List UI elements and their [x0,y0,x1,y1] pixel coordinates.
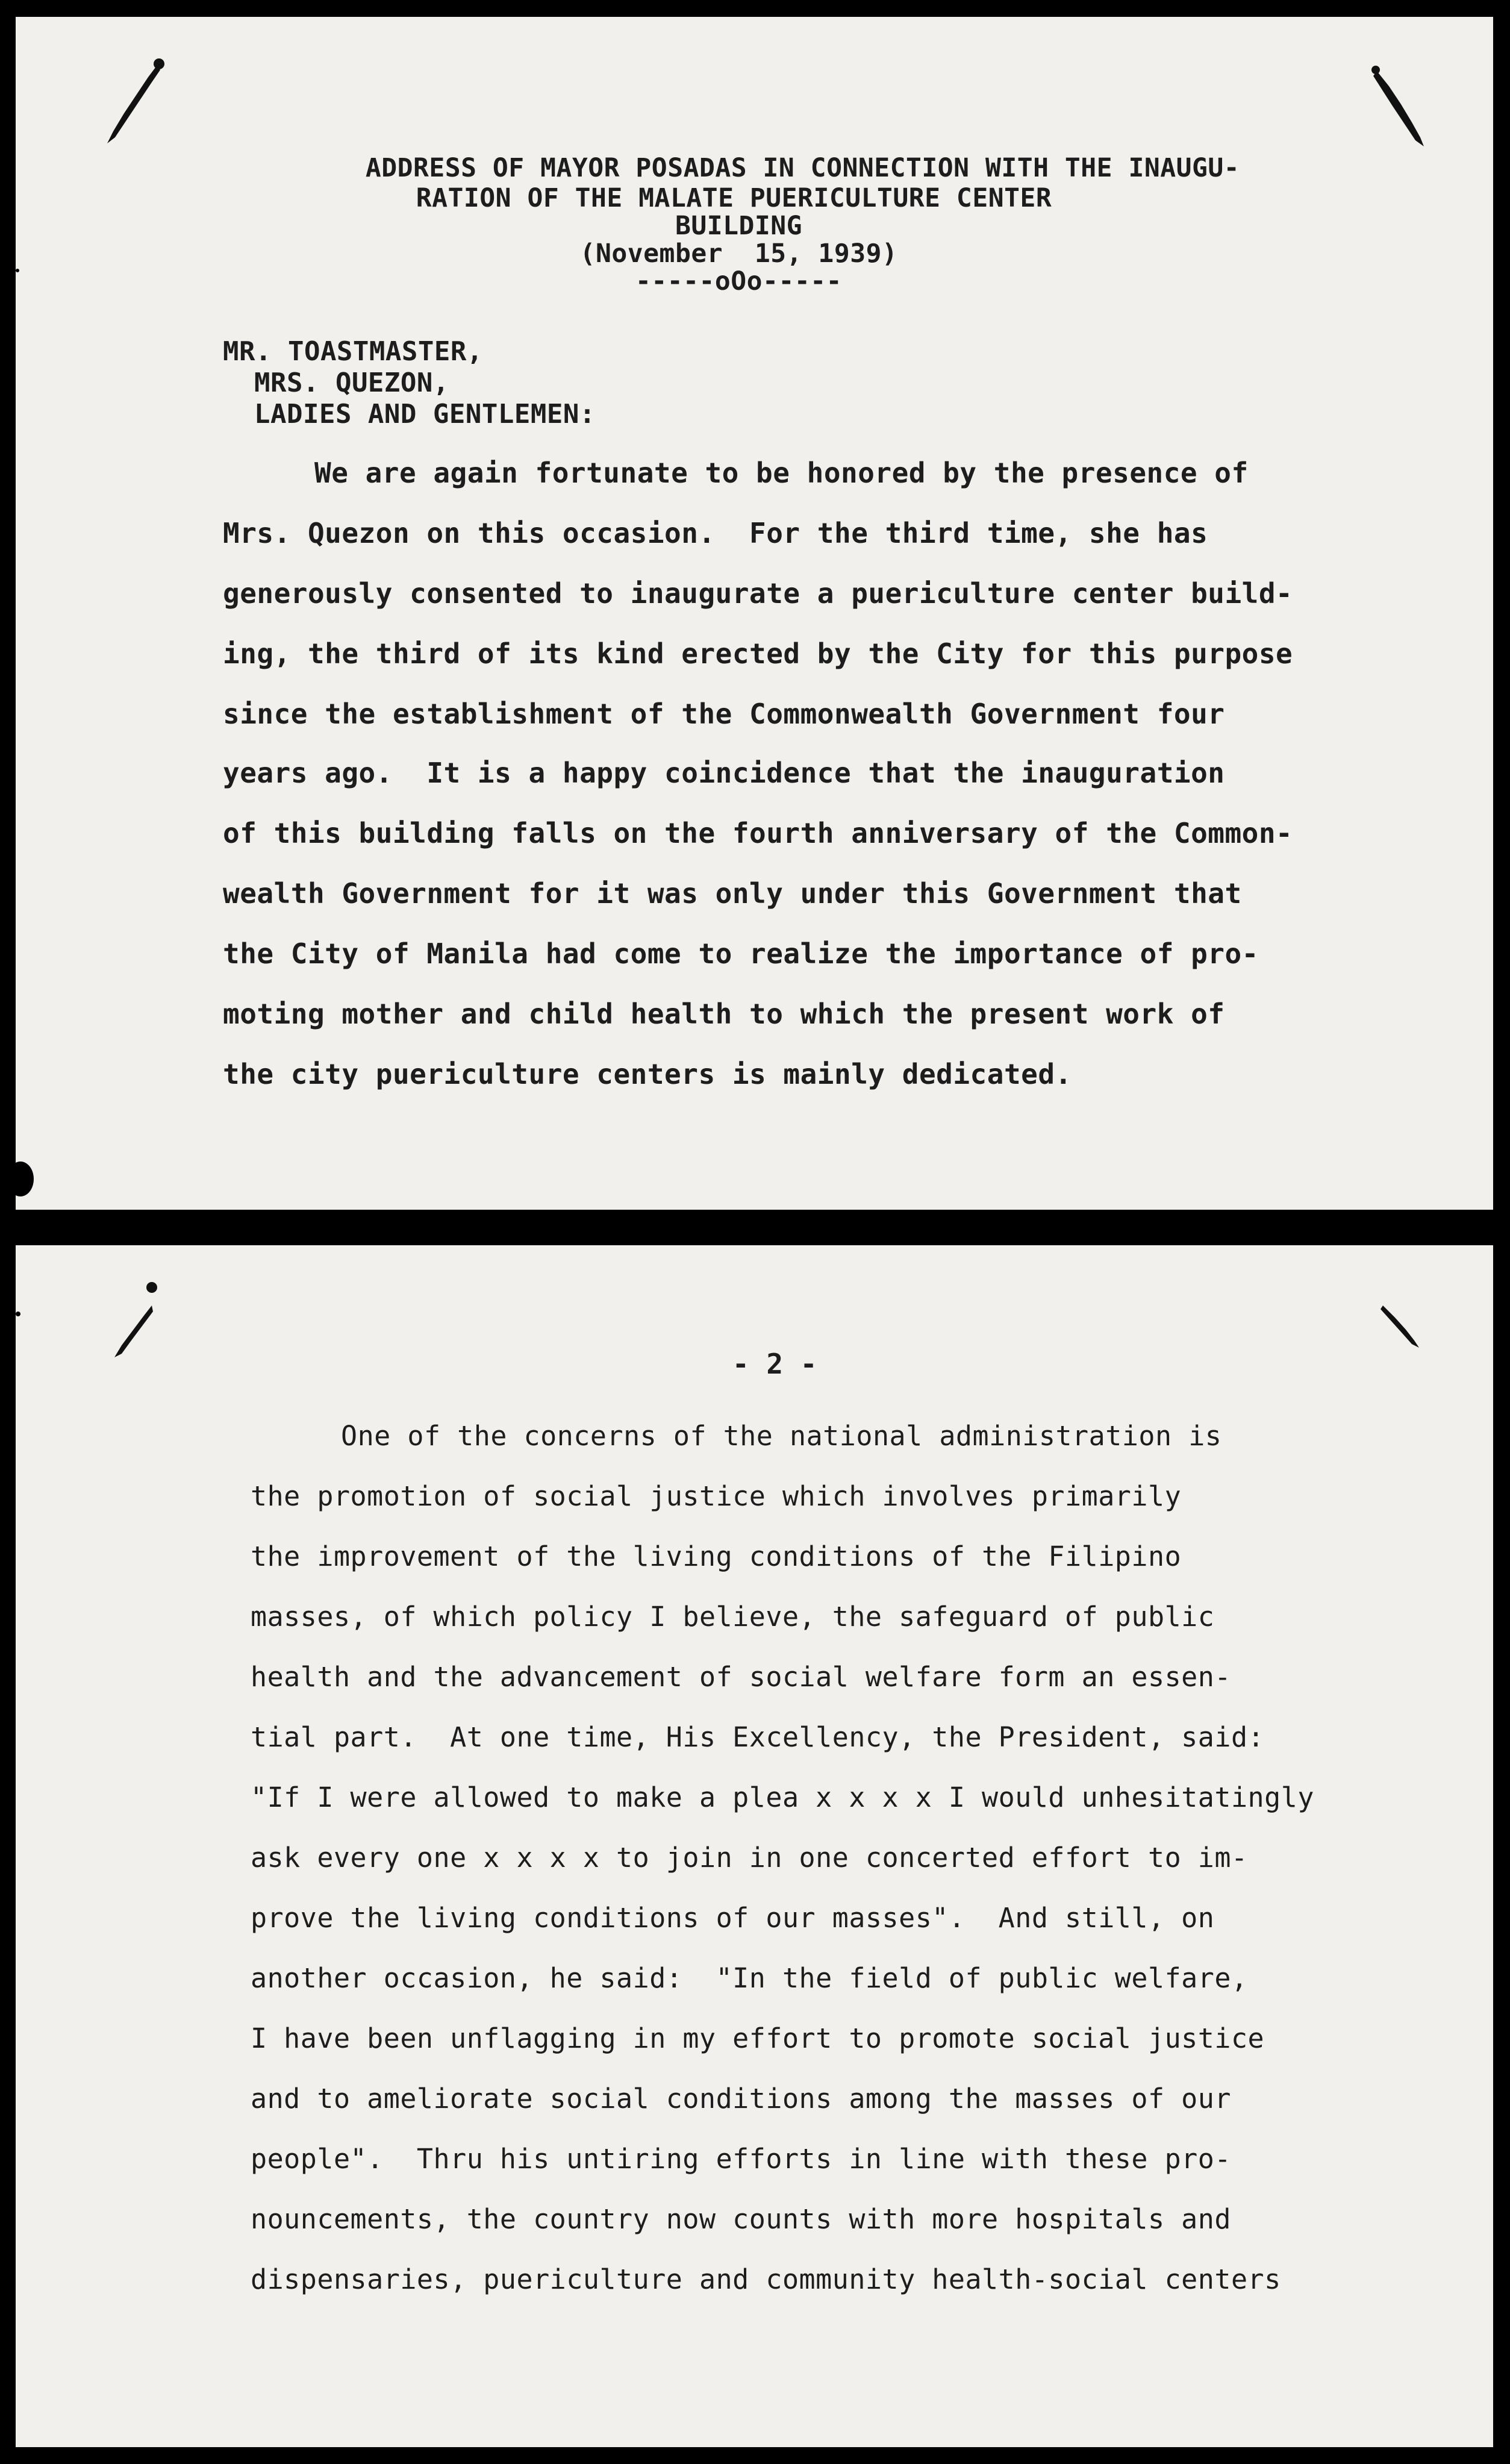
paragraph-line: I have been unflagging in my effort to promote social justice [251,2022,1265,2054]
paragraph-line: ask every one x x x x to join in one concerted effort to im- [251,1842,1248,1874]
document-title-line-1: ADDRESS OF MAYOR POSADAS IN CONNECTION WITH THE INAUGU- [365,153,1240,183]
document-date: (November 15, 1939) [579,239,898,269]
paragraph-line: people". Thru his untiring efforts in line with these pro- [251,2143,1231,2175]
paragraph-line: of this building falls on the fourth anniversary of the Common- [223,817,1293,849]
salutation-line-1: MR. TOASTMASTER, [223,336,483,367]
paragraph-line: the improvement of the living conditions of the Filipino [251,1540,1182,1572]
paragraph-line: moting mother and child health to which the present work of [223,998,1225,1030]
paragraph-line: nouncements, the country now counts with more hospitals and [251,2203,1231,2235]
paragraph-line: "If I were allowed to make a plea x x x x I would unhesitatingly [251,1781,1314,1813]
paragraph-line: Mrs. Quezon on this occasion. For the third time, she has [223,517,1208,549]
salutation-line-2: MRS. QUEZON, [254,367,449,398]
paragraph-line: since the establishment of the Commonwealth Government four [223,698,1225,730]
paragraph-line: the promotion of social justice which involves primarily [251,1480,1182,1512]
paragraph-line: wealth Government for it was only under this Government that [223,877,1242,910]
paragraph-line: tial part. At one time, His Excellency, the President, said: [251,1721,1265,1753]
edge-speck-left [16,1312,20,1316]
paragraph-line: generously consented to inaugurate a puericulture center build- [223,577,1293,610]
paragraph-line: years ago. It is a happy coincidence that the inauguration [223,757,1225,789]
paragraph-line: masses, of which policy I believe, the safeguard of public [251,1601,1215,1633]
edge-mark-left [16,1162,34,1196]
paragraph-line: We are again fortunate to be honored by the presence of [314,457,1249,489]
document-page-1 [16,17,1493,1210]
paragraph-line: the City of Manila had come to realize the importance of pro- [223,937,1259,970]
document-title-line-2: RATION OF THE MALATE PUERICULTURE CENTER [416,183,1052,213]
title-divider: -----oOo----- [635,266,843,296]
paragraph-line: prove the living conditions of our masses". And still, on [251,1902,1215,1934]
paragraph-line: and to ameliorate social conditions among the masses of our [251,2083,1231,2115]
document-page-2 [16,1245,1493,2447]
paragraph-line: dispensaries, puericulture and community health-social centers [251,2263,1281,2295]
paragraph-line: health and the advancement of social welfare form an essen- [251,1661,1231,1693]
page-number: - 2 - [732,1348,817,1380]
paragraph-line: another occasion, he said: "In the field of public welfare, [251,1962,1248,1994]
paragraph-line: One of the concerns of the national administration is [341,1420,1222,1452]
paragraph-line: the city puericulture centers is mainly dedicated. [223,1058,1072,1090]
paragraph-line: ing, the third of its kind erected by the City for this purpose [223,637,1293,670]
document-title-line-3: BUILDING [675,211,803,241]
salutation-line-3: LADIES AND GENTLEMEN: [254,399,596,430]
